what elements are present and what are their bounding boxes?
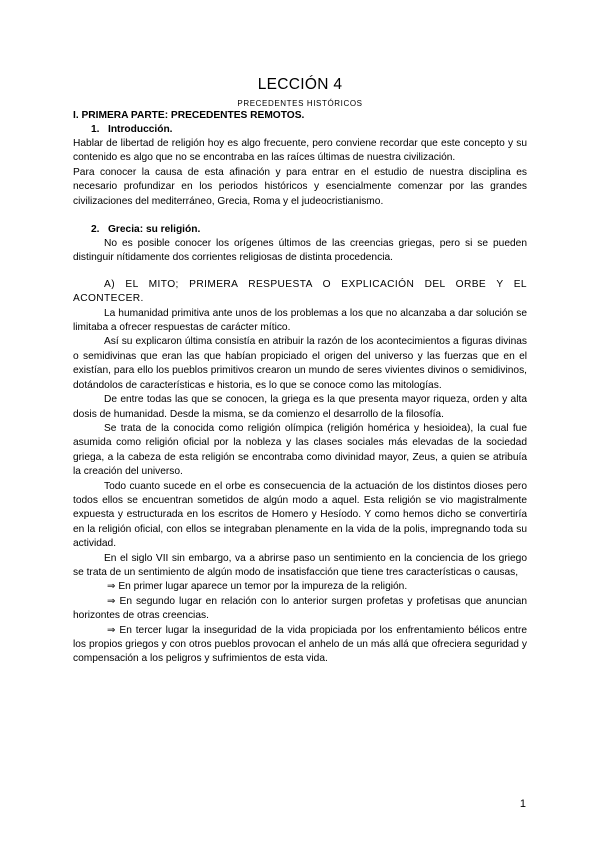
lesson-title: LECCIÓN 4 (257, 76, 343, 93)
part-heading: I. PRIMERA PARTE: PRECEDENTES REMOTOS. (73, 110, 305, 121)
mito-paragraph: En el siglo VII sin embargo, va a abrirse paso un sentimiento en la conciencia de los griego se trata de un sentimiento de algún modo de insatisfacción que tiene tres características o causas, (73, 552, 527, 578)
section-title: Introducción. (108, 124, 173, 135)
document-page (73, 76, 527, 667)
mito-paragraph: De entre todas las que se conocen, la griega es la que presenta mayor riqueza, orden y alta dosis de humanidad. Desde la misma, se da comienzo el desarrollo de la filosofía. (73, 394, 527, 420)
grecia-paragraph: No es posible conocer los orígenes últimos de las creencias griegas, pero si se pueden distinguir nítidamente dos corrientes religiosas de distinta procedencia. (73, 238, 527, 264)
cause-item: ⇒ En segundo lugar en relación con lo anterior surgen profetas y profetisas que anuncian horizontes de otras creencias. (73, 595, 527, 622)
mito-paragraph: Se trata de la conocida como religión olímpica (religión homérica y hesioidea), la cual fue asumida como religión oficial por la nobleza y las clases sociales más elevadas de la sociedad griega, a la cabeza de esta religión se encontraba como divinidad mayor, Zeus, a quien se atribuía la creación del universo. (73, 422, 527, 478)
page-number: 1 (519, 798, 526, 810)
section-heading-intro (73, 123, 527, 137)
mito-paragraph: Así su explicaron última consistía en atribuir la razón de los acontecimientos a figuras divinas o semidivinas que eran las que habían propiciado el origen del universo y las fuerzas que en el existían, para ello los pueblos primitivos crearon un mundo de seres vivientes divinos o semidivinos, dotándolos de características e historia, es lo que se conoce como las mitologías. (73, 336, 527, 391)
intro-paragraph: Hablar de libertad de religión hoy es algo frecuente, pero conviene recordar que este concepto y su contenido es algo que no se encontraba en las raíces últimas de nuestra civilización. (73, 138, 527, 164)
cause-item: ⇒ En tercer lugar la inseguridad de la vida propiciada por los enfrentamiento bélicos entre los propios griegos y con otros pueblos provocan el anhelo de un más allá que ofreciera seguridad y compensación a los peligros y sufrimientos de esta vida. (73, 624, 527, 665)
section-number: 1. (91, 124, 100, 135)
section-heading-grecia (73, 223, 527, 237)
section-number: 2. (91, 224, 100, 236)
subsection-heading-mito: A) EL MITO; PRIMERA RESPUESTA O EXPLICACIÓN DEL ORBE Y EL ACONTECER. (73, 278, 527, 305)
mito-paragraph: La humanidad primitiva ante unos de los problemas a los que no alcanzaba a dar solución se limitaba a ofrecer respuestas de carácter mítico. (73, 307, 527, 334)
intro-paragraph: Para conocer la causa de esta afinación y para entrar en el estudio de nuestra disciplina es necesario profundizar en los periodos históricos y esencialmente comenzar por las grandes civilizaciones del mediterráneo, Grecia, Roma y el judeocristianismo. (73, 166, 527, 207)
mito-paragraph: Todo cuanto sucede en el orbe es consecuencia de la actuación de los distintos dioses pero todos ellos se encuentran sometidos de algún modo a aquel. Esta religión se vio magistralmente expuesta y estructurada en los escritos de Homero y Hesíodo. Y como hemos dicho se convertiría en la religión oficial, con ellos se integraban plenamente en la vida de la polis, impregnando toda su actividad. (73, 480, 527, 550)
section-title: Grecia: su religión. (108, 224, 201, 236)
cause-item: ⇒ En primer lugar aparece un temor por la impureza de la religión. (107, 581, 408, 593)
lesson-subtitle: PRECEDENTES HISTÓRICOS (237, 99, 363, 108)
